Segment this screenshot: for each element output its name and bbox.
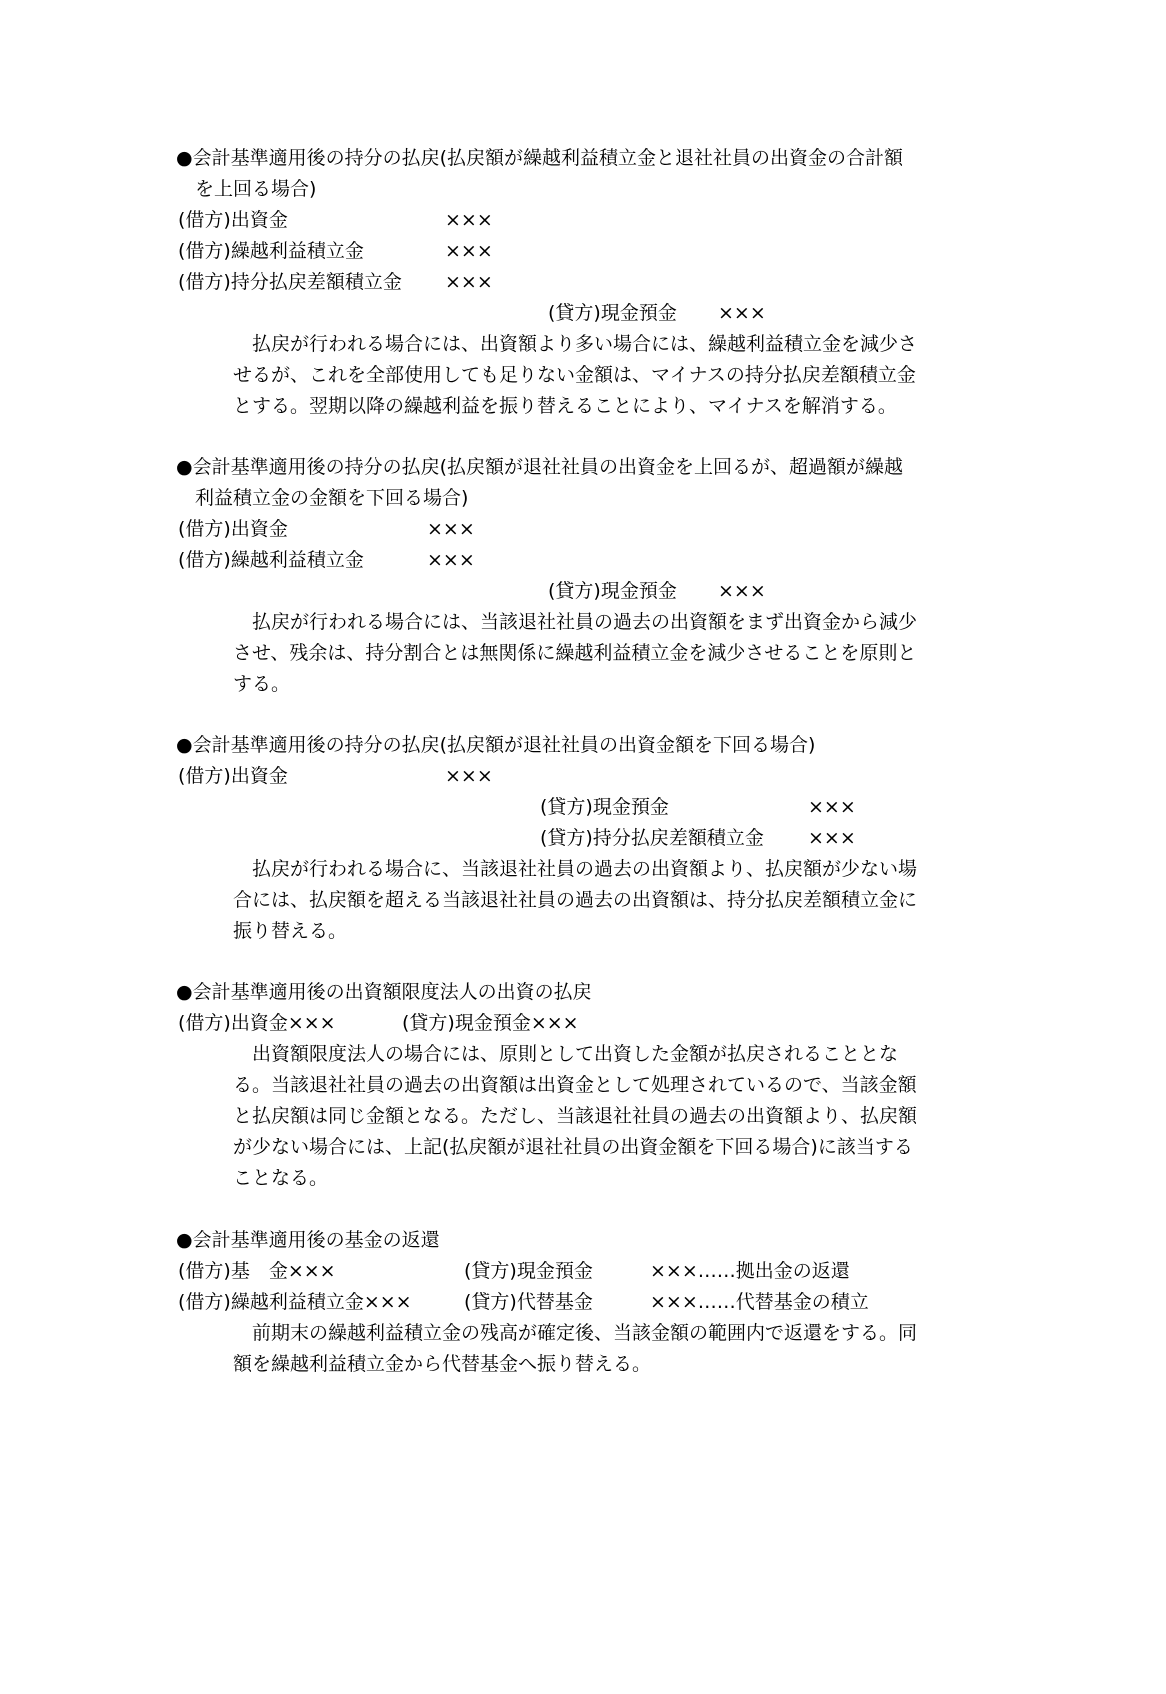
explanation-line: る。当該退社社員の過去の出資額は出資金として処理されているので、当該金額 (233, 1074, 917, 1096)
section-heading: ●会計基準適用後の出資額限度法人の出資の払戻 (176, 981, 592, 1003)
section-heading-cont: を上回る場合) (195, 178, 317, 200)
explanation-line: が少ない場合には、上記(払戻額が退社社員の出資金額を下回る場合)に該当する (233, 1136, 913, 1158)
section-heading-cont: 利益積立金の金額を下回る場合) (195, 487, 469, 509)
explanation-line: せるが、これを全部使用しても足りない金額は、マイナスの持分払戻差額積立金 (233, 364, 916, 386)
explanation-line: 前期末の繰越利益積立金の残高が確定後、当該金額の範囲内で返還をする。同 (233, 1322, 918, 1344)
debit-entry: (借方)繰越利益積立金××× (178, 1291, 412, 1313)
explanation-line: ことなる。 (233, 1167, 329, 1189)
debit-account: (借方)繰越利益積立金 (178, 549, 364, 571)
explanation-line: と払戻額は同じ金額となる。ただし、当該退社社員の過去の出資額より、払戻額 (233, 1105, 918, 1127)
debit-entry: (借方)基 金××× (178, 1260, 336, 1282)
explanation-line: 振り替える。 (233, 920, 348, 942)
credit-amount: ××× (808, 796, 856, 818)
explanation-line: 払戻が行われる場合には、出資額より多い場合には、繰越利益積立金を減少さ (233, 333, 918, 355)
credit-account: (貸方)持分払戻差額積立金 (540, 827, 764, 849)
explanation-line: 額を繰越利益積立金から代替基金へ振り替える。 (233, 1353, 652, 1375)
debit-account: (借方)持分払戻差額積立金 (178, 271, 402, 293)
credit-account: (貸方)現金預金 (548, 302, 677, 324)
debit-amount: ××× (445, 209, 493, 231)
explanation-line: する。 (233, 673, 291, 695)
debit-account: (借方)出資金 (178, 518, 288, 540)
section-heading: ●会計基準適用後の持分の払戻(払戻額が繰越利益積立金と退社社員の出資金の合計額 (176, 147, 903, 169)
credit-account: (貸方)現金預金 (540, 796, 669, 818)
section-heading: ●会計基準適用後の基金の返還 (176, 1229, 440, 1251)
credit-amount: ××× (808, 827, 856, 849)
debit-amount: ××× (427, 518, 475, 540)
credit-entry: (貸方)現金預金××× (402, 1012, 579, 1034)
credit-amount: ××× (718, 580, 766, 602)
debit-amount: ××× (445, 240, 493, 262)
section-heading: ●会計基準適用後の持分の払戻(払戻額が退社社員の出資金額を下回る場合) (176, 734, 816, 756)
debit-amount: ××× (427, 549, 475, 571)
debit-entry: (借方)出資金××× (178, 1012, 336, 1034)
credit-amount: ×××……拠出金の返還 (650, 1260, 850, 1282)
credit-amount: ×××……代替基金の積立 (650, 1291, 869, 1313)
explanation-line: 合には、払戻額を超える当該退社社員の過去の出資額は、持分払戻差額積立金に (233, 889, 918, 911)
credit-amount: ××× (718, 302, 766, 324)
explanation-line: させ、残余は、持分割合とは無関係に繰越利益積立金を減少させることを原則と (233, 642, 917, 664)
debit-amount: ××× (445, 271, 493, 293)
credit-account: (貸方)現金預金 (548, 580, 677, 602)
debit-account: (借方)繰越利益積立金 (178, 240, 364, 262)
explanation-line: とする。翌期以降の繰越利益を振り替えることにより、マイナスを解消する。 (233, 395, 897, 417)
debit-account: (借方)出資金 (178, 765, 288, 787)
explanation-line: 出資額限度法人の場合には、原則として出資した金額が払戻されることとな (233, 1043, 899, 1065)
debit-account: (借方)出資金 (178, 209, 288, 231)
debit-amount: ××× (445, 765, 493, 787)
credit-account: (貸方)代替基金 (464, 1291, 593, 1313)
explanation-line: 払戻が行われる場合に、当該退社社員の過去の出資額より、払戻額が少ない場 (233, 858, 918, 880)
explanation-line: 払戻が行われる場合には、当該退社社員の過去の出資額をまず出資金から減少 (233, 611, 918, 633)
credit-account: (貸方)現金預金 (464, 1260, 593, 1282)
section-heading: ●会計基準適用後の持分の払戻(払戻額が退社社員の出資金を上回るが、超過額が繰越 (176, 456, 903, 478)
